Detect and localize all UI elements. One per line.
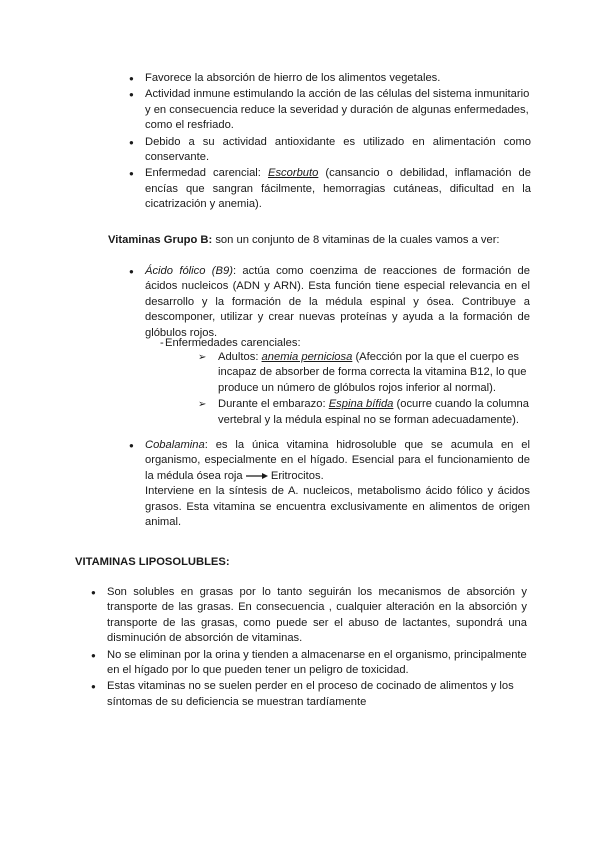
list-item: ● Favorece la absorción de hierro de los alimentos vegetales. [145, 71, 531, 86]
pregnancy-item [218, 397, 530, 428]
pregnancy-prefix: Durante el embarazo: [218, 398, 329, 411]
group-b-text: son un conjunto de 8 vitaminas de la cuales vamos a ver: [212, 234, 500, 246]
pregnancy-description: (ocurre cuando la columna vertebral y la médula espinal no se forman adecuadamente). [218, 398, 529, 426]
b9-deficiency-heading: - Enfermedades carenciales: [165, 336, 530, 351]
b12-name: Cobalamina [145, 439, 205, 451]
deficiency-description: (cansancio o debilidad, inflamación de encías que sangran fácilmente, hemorragias cutáneas, dificultad en la cicatrización y anemia). [145, 167, 531, 211]
list-item: ● Actividad inmune estimulando la acción de las células del sistema inmunitario y en consecuencia reduce la severidad y duración de algunas enfermedades, como el resfriado. [145, 87, 531, 133]
pernicious-anemia-term: anemia perniciosa [261, 351, 353, 363]
vitamin-c-list [145, 71, 531, 213]
list-item: ● Estas vitaminas no se suelen perder en el proceso de cocinado de alimentos y los síntomas de su deficiencia se muestran tardíamente [107, 679, 527, 710]
b12-erythrocytes: Eritrocitos. [267, 469, 324, 482]
liposolubles-title: VITAMINAS LIPOSOLUBLES: [75, 556, 230, 568]
adults-description: (Afección por la que el cuerpo es incapaz de absorber de forma correcta la vitamina B12, lo que produce un número de glóbulos rojos inferior al normal). [218, 351, 527, 394]
spina-bifida-term: Espina bífida [328, 398, 394, 411]
b12-item [145, 438, 530, 530]
liposolubles-list [107, 585, 527, 710]
b9-description: : actúa como coenzima de reacciones de formación de ácidos nucleicos (ADN y ARN). Esta función tiene especial relevancia en el desarrollo y la formación de la médula espinal y ósea. Contribuye a descomponer, utilizar y crear nuevas proteínas y ayuda a la formación de glóbulos rojos. [145, 265, 530, 339]
adults-item [218, 350, 530, 396]
list-item: ● No se eliminan por la orina y tienden a almacenarse en el organismo, principalmente en el hígado por lo que pueden tener un peligro de toxicidad. [107, 648, 527, 679]
b9-deficiency-list [218, 350, 530, 428]
b12-list [145, 438, 530, 530]
deficiency-item [145, 166, 531, 212]
b9-name: Ácido fólico (B9) [145, 265, 233, 277]
list-item: ● Debido a su actividad antioxidante es utilizado en alimentación como conservante. [145, 135, 531, 166]
group-b-intro [108, 233, 528, 248]
b12-description: : es la única vitamina hidrosoluble que se acumula en el organismo, especialmente en el hígado. Esencial para el funcionamiento de la médula ósea roja [145, 439, 530, 482]
group-b-heading: Vitaminas Grupo B: [108, 234, 213, 246]
list-item: ● Son solubles en grasas por lo tanto seguirán los mecanismos de absorción y transporte de las grasas. En consecuencia , cualquier alteración en la absorción y transporte de las grasas, como puede ser el abuso de lactantes, supondrá una disminución de absorción de vitaminas. [107, 585, 527, 647]
b12-extra: Interviene en la síntesis de A. nucleicos, metabolismo ácido fólico y ácidos grasos. Esta vitamina se encuentra exclusivamente en alimentos de origen animal. [145, 485, 530, 529]
deficiency-prefix: Enfermedad carencial: [145, 167, 268, 180]
b9-list [145, 264, 530, 341]
b9-item [145, 264, 530, 341]
adults-prefix: Adultos: [218, 351, 262, 363]
scurvy-term: Escorbuto [267, 167, 319, 180]
right-arrow-icon [246, 472, 268, 480]
